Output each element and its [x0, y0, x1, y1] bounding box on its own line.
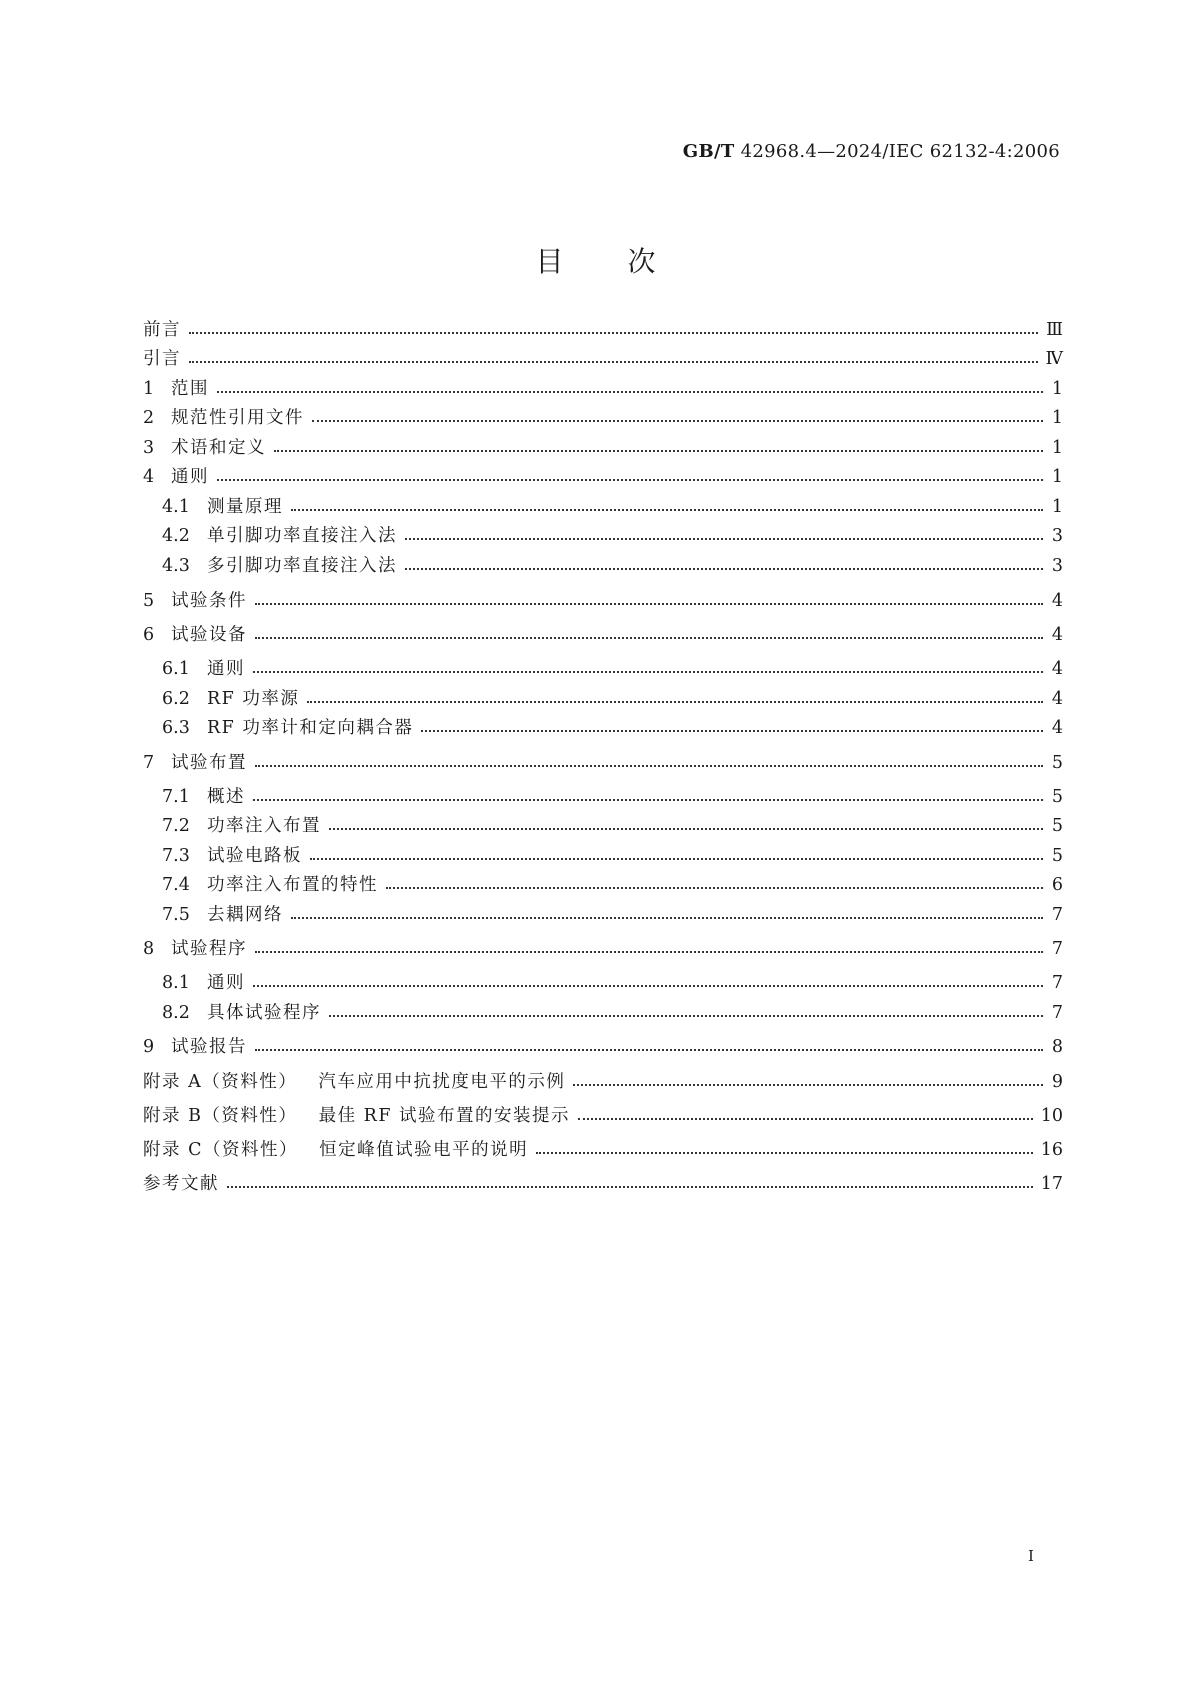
toc-entry[interactable] [143, 317, 1063, 343]
toc-entry-label: 多引脚功率直接注入法 [207, 556, 397, 576]
toc-entry-number: 8.1 [162, 973, 190, 993]
toc-subentry[interactable] [162, 553, 1063, 579]
toc-dot-leader [189, 332, 1038, 334]
page-number: I [1028, 1547, 1034, 1565]
toc-entry-number: 5 [143, 591, 155, 611]
toc-dot-leader [217, 479, 1043, 481]
toc-entry-page: 5 [1051, 787, 1063, 807]
toc-entry-number: 4.3 [162, 556, 190, 576]
toc-entry-number: 6.1 [162, 659, 190, 679]
toc-entry-label: 试验设备 [171, 625, 247, 645]
toc-entry-label: 附录 B（资料性） 最佳 RF 试验布置的安装提示 [143, 1106, 571, 1126]
toc-subentry[interactable] [162, 656, 1063, 682]
toc-dot-leader [255, 637, 1043, 639]
page-title: 目次 [535, 245, 720, 278]
toc-dot-leader [255, 765, 1043, 767]
toc-entry-label: 试验布置 [171, 753, 247, 773]
toc-entry-number: 1 [143, 379, 155, 399]
toc-entry[interactable] [143, 750, 1063, 776]
toc-entry-page: 10 [1040, 1106, 1063, 1126]
toc-entry-label: 具体试验程序 [207, 1003, 321, 1023]
toc-entry-label: 规范性引用文件 [171, 408, 304, 428]
toc-entry-number: 4 [143, 467, 155, 487]
toc-dot-leader [255, 1049, 1043, 1051]
toc-dot-leader [255, 603, 1043, 605]
toc-entry-page: 6 [1051, 875, 1063, 895]
toc-dot-leader [573, 1084, 1043, 1086]
toc-dot-leader [329, 1015, 1043, 1017]
toc-entry-label: 前言 [143, 320, 181, 340]
toc-entry-label: 引言 [143, 349, 181, 369]
toc-entry[interactable] [143, 405, 1063, 431]
toc-subentry[interactable] [162, 970, 1063, 996]
toc-entry-number: 7.3 [162, 846, 190, 866]
toc-entry-label: 参考文献 [143, 1174, 219, 1194]
toc-entry-label: 试验条件 [171, 591, 247, 611]
standard-code-prefix: GB/T [682, 141, 735, 162]
toc-entry-number: 4.2 [162, 526, 190, 546]
toc-entry-number: 6.3 [162, 718, 190, 738]
toc-entry-page: 7 [1051, 939, 1063, 959]
toc-entry-page: 4 [1051, 625, 1063, 645]
toc-entry-page: 1 [1051, 438, 1063, 458]
toc-dot-leader [307, 701, 1043, 703]
toc-subentry[interactable] [162, 494, 1063, 520]
toc-entry[interactable] [143, 346, 1063, 372]
toc-entry-label: 附录 A（资料性） 汽车应用中抗扰度电平的示例 [143, 1072, 566, 1092]
toc-entry-page: 8 [1051, 1037, 1063, 1057]
toc-entry-number: 7.2 [162, 816, 190, 836]
toc-dot-leader [227, 1186, 1033, 1188]
toc-dot-leader [421, 730, 1043, 732]
toc-dot-leader [253, 799, 1043, 801]
toc-entry-label: 单引脚功率直接注入法 [207, 526, 397, 546]
toc-dot-leader [189, 361, 1038, 363]
toc-subentry[interactable] [162, 715, 1063, 741]
toc-entry-page: 4 [1051, 689, 1063, 709]
toc-subentry[interactable] [162, 813, 1063, 839]
toc-entry[interactable] [143, 936, 1063, 962]
toc-entry-page: 4 [1051, 591, 1063, 611]
toc-entry-number: 7.4 [162, 875, 190, 895]
toc-entry-page: 3 [1051, 526, 1063, 546]
toc-subentry[interactable] [162, 1000, 1063, 1026]
toc-entry-page: 1 [1051, 467, 1063, 487]
toc-entry-number: 6.2 [162, 689, 190, 709]
toc-appendix-entry[interactable] [143, 1069, 1063, 1095]
toc-dot-leader [291, 917, 1043, 919]
toc-entry-page: 1 [1051, 379, 1063, 399]
standard-code [683, 141, 1060, 162]
toc-entry-label: RF 功率计和定向耦合器 [207, 718, 414, 738]
toc-entry[interactable] [143, 1034, 1063, 1060]
toc-entry-page: 5 [1051, 753, 1063, 773]
toc-entry[interactable] [143, 622, 1063, 648]
toc-dot-leader [310, 858, 1043, 860]
standard-code-number: 42968.4—2024/IEC 62132-4:2006 [734, 141, 1060, 162]
toc-entry-label: 试验报告 [171, 1037, 247, 1057]
toc-entry-page: 5 [1051, 816, 1063, 836]
toc-entry-page: 5 [1051, 846, 1063, 866]
toc-dot-leader [291, 509, 1043, 511]
toc-entry-page: 9 [1051, 1072, 1063, 1092]
toc-dot-leader [386, 887, 1043, 889]
toc-entry-page: Ⅲ [1046, 320, 1063, 340]
toc-entry-number: 8.2 [162, 1003, 190, 1023]
toc-dot-leader [274, 450, 1043, 452]
toc-dot-leader [536, 1152, 1033, 1154]
toc-entry-number: 7.1 [162, 787, 190, 807]
toc-dot-leader [253, 985, 1043, 987]
toc-dot-leader [255, 951, 1043, 953]
toc-entry[interactable] [143, 435, 1063, 461]
toc-entry-label: 概述 [207, 787, 245, 807]
toc-entry-label: 功率注入布置的特性 [207, 875, 378, 895]
toc-entry-number: 7 [143, 753, 155, 773]
toc-entry-number: 6 [143, 625, 155, 645]
toc-entry-number: 8 [143, 939, 155, 959]
toc-entry[interactable] [143, 464, 1063, 490]
toc-entry-label: RF 功率源 [207, 689, 300, 709]
toc-entry-page: 17 [1040, 1174, 1063, 1194]
toc-entry-page: 7 [1051, 1003, 1063, 1023]
toc-entry-number: 3 [143, 438, 155, 458]
toc-subentry[interactable] [162, 686, 1063, 712]
toc-entry-page: 3 [1051, 556, 1063, 576]
toc-entry-page: 7 [1051, 905, 1063, 925]
toc-entry-label: 范围 [171, 379, 209, 399]
toc-dot-leader [405, 538, 1043, 540]
toc-entry-number: 4.1 [162, 497, 190, 517]
toc-subentry[interactable] [162, 843, 1063, 869]
toc-entry-label: 功率注入布置 [207, 816, 321, 836]
toc-entry-label: 测量原理 [207, 497, 283, 517]
toc-subentry[interactable] [162, 872, 1063, 898]
toc-entry-label: 术语和定义 [171, 438, 266, 458]
toc-entry-page: 1 [1051, 408, 1063, 428]
toc-entry-page: 4 [1051, 659, 1063, 679]
toc-entry-label: 附录 C（资料性） 恒定峰值试验电平的说明 [143, 1140, 529, 1160]
toc-entry-label: 去耦网络 [207, 905, 283, 925]
toc-entry-page: 16 [1040, 1140, 1063, 1160]
toc-subentry[interactable] [162, 523, 1063, 549]
toc-entry-label: 通则 [171, 467, 209, 487]
toc-appendix-entry[interactable] [143, 1137, 1063, 1163]
toc-dot-leader [312, 420, 1043, 422]
toc-entry-label: 通则 [207, 659, 245, 679]
toc-entry-page: Ⅳ [1045, 349, 1063, 369]
toc-entry-label: 通则 [207, 973, 245, 993]
toc-subentry[interactable] [162, 902, 1063, 928]
toc-dot-leader [253, 671, 1043, 673]
toc-appendix-entry[interactable] [143, 1103, 1063, 1129]
toc-dot-leader [578, 1118, 1033, 1120]
toc-subentry[interactable] [162, 784, 1063, 810]
toc-entry-number: 7.5 [162, 905, 190, 925]
toc-entry-label: 试验程序 [171, 939, 247, 959]
toc-entry[interactable] [143, 588, 1063, 614]
toc-entry-page: 4 [1051, 718, 1063, 738]
toc-dot-leader [217, 391, 1043, 393]
toc-dot-leader [329, 828, 1043, 830]
toc-entry-label: 试验电路板 [207, 846, 302, 866]
toc-entry[interactable] [143, 1171, 1063, 1197]
toc-entry-page: 7 [1051, 973, 1063, 993]
toc-dot-leader [405, 568, 1043, 570]
toc-entry-number: 2 [143, 408, 155, 428]
toc-entry[interactable] [143, 376, 1063, 402]
toc-entry-page: 1 [1051, 497, 1063, 517]
toc-entry-number: 9 [143, 1037, 155, 1057]
